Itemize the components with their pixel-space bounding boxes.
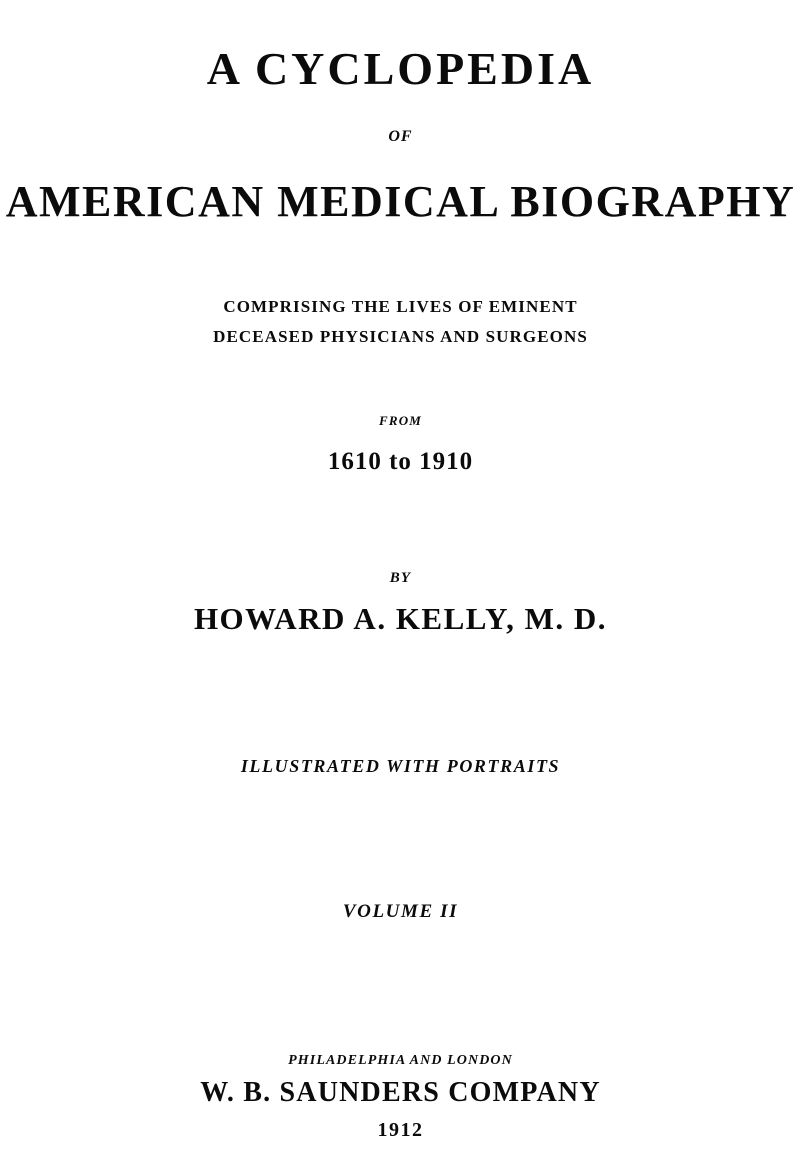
by-label: BY <box>389 570 412 586</box>
from-label: FROM <box>378 413 423 428</box>
subtitle-line-1: COMPRISING THE LIVES OF EMINENT <box>223 297 578 316</box>
author-name: HOWARD A. KELLY, M. D. <box>193 601 608 636</box>
volume-label: VOLUME II <box>342 901 459 922</box>
subtitle-line-2: DECEASED PHYSICIANS AND SURGEONS <box>213 326 588 346</box>
subtitle-block <box>0 292 801 352</box>
illustration-note: ILLUSTRATED WITH PORTRAITS <box>240 756 561 776</box>
publication-year: 1912 <box>377 1119 424 1141</box>
title-of-label: OF <box>388 128 413 145</box>
page-title-line-2: AMERICAN MEDICAL BIOGRAPHY <box>5 177 796 226</box>
page-title-line-1: A CYCLOPEDIA <box>206 43 595 94</box>
date-range: 1610 to 1910 <box>327 448 474 475</box>
publisher-name: W. B. SAUNDERS COMPANY <box>200 1077 601 1108</box>
imprint-city: PHILADELPHIA AND LONDON <box>288 1053 513 1068</box>
